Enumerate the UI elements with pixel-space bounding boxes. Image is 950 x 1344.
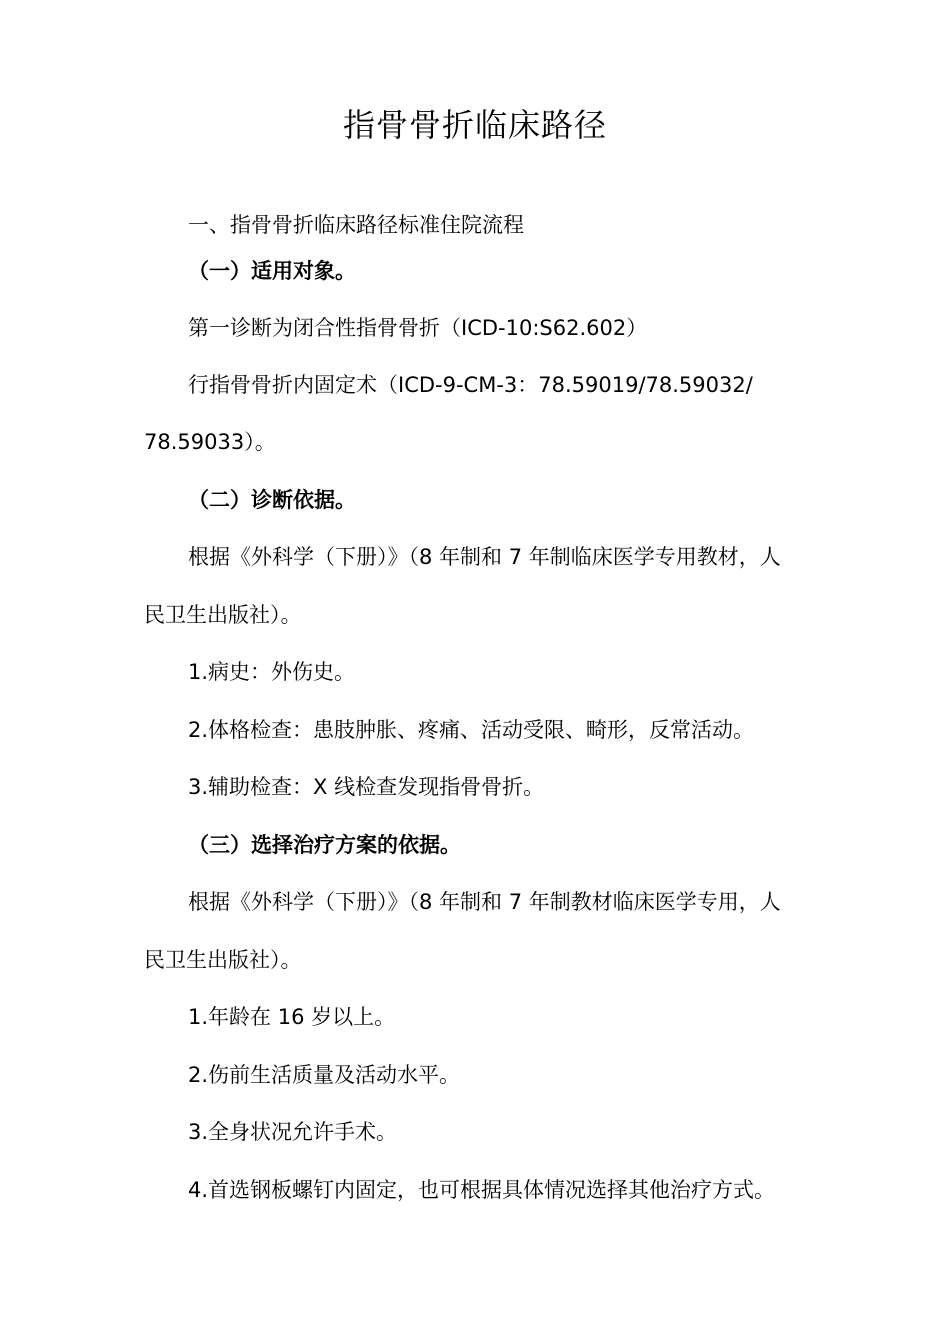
paragraph-treatment-reference-continued: 民卫生出版社）。	[144, 948, 302, 972]
document-title: 指骨骨折临床路径	[342, 106, 607, 144]
paragraph-procedure-codes: 行指骨骨折内固定术（ICD-9-CM-3：78.59019/78.59032/	[188, 373, 753, 397]
paragraph-procedure-codes-continued: 78.59033）。	[144, 430, 276, 454]
list-item-pre-injury-status: 2.伤前生活质量及活动水平。	[188, 1063, 461, 1087]
paragraph-diagnosis-reference-continued: 民卫生出版社）。	[144, 603, 302, 627]
list-item-physical-exam: 2.体格检查：患肢肿胀、疼痛、活动受限、畸形，反常活动。	[188, 718, 755, 742]
paragraph-treatment-reference: 根据《外科学（下册）》（8 年制和 7 年制教材临床医学专用，人	[188, 890, 781, 914]
subsection-heading-diagnosis-basis: （二）诊断依据。	[188, 488, 356, 512]
list-item-medical-history: 1.病史：外伤史。	[188, 660, 356, 684]
list-item-general-condition: 3.全身状况允许手术。	[188, 1120, 398, 1144]
subsection-heading-treatment-basis: （三）选择治疗方案的依据。	[188, 833, 461, 857]
subsection-heading-applicable-object: （一）适用对象。	[188, 259, 356, 283]
list-item-fixation-method: 4.首选钢板螺钉内固定，也可根据具体情况选择其他治疗方式。	[188, 1178, 776, 1202]
list-item-auxiliary-exam: 3.辅助检查：X 线检查发现指骨骨折。	[188, 775, 545, 799]
paragraph-primary-diagnosis: 第一诊断为闭合性指骨骨折（ICD-10:S62.602）	[188, 316, 648, 340]
list-item-age: 1.年龄在 16 岁以上。	[188, 1005, 396, 1029]
paragraph-diagnosis-reference: 根据《外科学（下册）》（8 年制和 7 年制临床医学专用教材，人	[188, 545, 781, 569]
section-heading: 一、指骨骨折临床路径标准住院流程	[188, 213, 524, 237]
